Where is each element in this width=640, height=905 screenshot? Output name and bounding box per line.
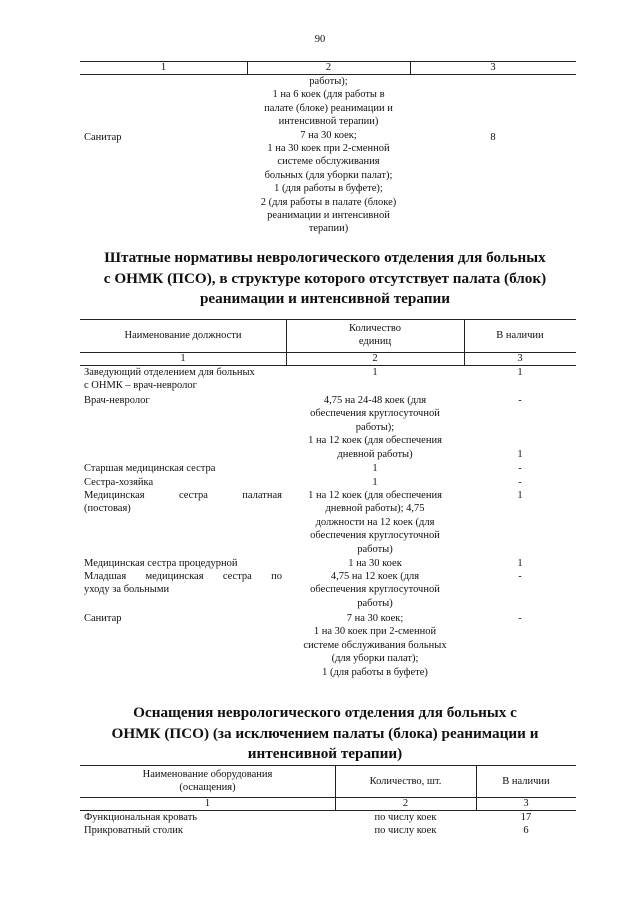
column-number: 2 [402,798,409,809]
norm-line: 1 (для работы в буфете); [274,183,383,195]
norm-line: работы); [309,76,348,87]
position-name: Врач-невролог [84,395,150,406]
norm-line: 1 на 6 коек (для работы в [272,89,385,101]
available-value: - [518,477,522,488]
available-value: - [518,571,522,582]
qty-line: 4,75 на 12 коек (для [330,571,420,582]
qty-line: 7 на 30 коек; [346,613,404,624]
header-quantity: Количество, шт. [369,776,442,787]
norm-line: 2 (для работы в палате (блоке) [260,196,397,208]
header-line: Количество [348,323,402,334]
available-value: - [518,395,522,406]
norm-line: 7 на 30 коек; [300,129,357,141]
position-name: Сестра-хозяйка [84,477,154,488]
column-number: 1 [204,798,211,809]
position-name: Старшая медицинская сестра [84,463,216,474]
norm-cell [247,75,410,236]
quantity-value: по числу коек [374,812,437,823]
column-number: 3 [517,353,523,364]
available-value: 17 [520,812,532,823]
norm-line: больных (для уборки палат); [264,169,393,181]
qty-line: дневной работы) [337,448,413,460]
column-number: 1 [160,62,167,73]
header-available: В наличии [496,330,544,341]
quantity-value [286,394,464,461]
qty-line: работы) [357,543,393,555]
header-quantity [286,322,464,349]
quantity-value [286,489,464,556]
title-line: реанимации и интенсивной терапии [199,290,451,307]
name-line: Медицинская сестра палатная [84,490,282,501]
qty-line: 1 (для работы в буфете) [322,666,428,678]
name-line: с ОНМК – врач-невролог [84,380,197,392]
column-number: 2 [372,353,378,364]
section-title-equipment [70,703,580,765]
table-rule [80,765,576,766]
norm-line: системе обслуживания [277,156,380,168]
position-name [84,489,282,516]
position-name: Медицинская сестра процедурной [84,558,238,569]
norm-line: 1 на 30 коек при 2-сменной [267,143,390,155]
qty-line: должности на 12 коек (для [315,516,435,528]
name-line: Младшая медицинская сестра по [84,571,282,582]
qty-line: 1 на 12 коек (для обеспечения [308,490,442,501]
header-position: Наименование должности [124,330,242,341]
equipment-name: Функциональная кровать [84,812,198,823]
available-value: 1 [517,490,523,501]
norm-line: терапии) [308,223,349,235]
title-line: интенсивной терапии) [247,745,403,762]
qty-line: дневной работы); 4,75 [325,503,425,515]
available-value: 8 [490,132,496,143]
norm-line: интенсивной терапии) [278,116,379,128]
column-number: 3 [523,798,529,809]
name-line: уходу за больными [84,584,170,596]
header-line: единиц [358,336,392,348]
qty-line: 1 на 12 коек (для обеспечения [308,435,442,447]
table-rule [80,319,576,320]
available-value: 1 [517,449,523,460]
name-line: Заведующий отделением для больных [84,367,255,378]
header-line: Наименование оборудования [142,769,273,780]
qty-line: работы) [357,597,393,609]
available-value: - [518,613,522,624]
qty-line: 4,75 на 24-48 коек (для [323,395,427,406]
column-number: 1 [180,353,186,364]
qty-line: системе обслуживания больных [303,639,447,651]
quantity-value: по числу коек [374,825,437,836]
header-equipment [80,768,335,795]
header-available: В наличии [502,776,550,787]
quantity-value [286,570,464,610]
page-number: 90 [314,34,326,45]
qty-line: обеспечения круглосуточной [310,408,440,420]
title-line: с ОНМК (ПСО), в структуре которого отсутствует палата (блок) [103,269,547,287]
qty-line: работы); [355,421,395,433]
equipment-name: Прикроватный столик [84,825,183,836]
title-line: Штатные нормативы неврологического отделения для больных [104,249,546,266]
position-name: Санитар [84,132,122,143]
qty-line: обеспечения круглосуточной [310,584,440,596]
qty-line: (для уборки палат); [331,653,419,665]
title-line: ОНМК (ПСО) (за исключением палаты (блока) реанимации и [111,724,539,742]
header-line: (оснащения) [179,782,236,794]
quantity-value: 1 [372,367,378,378]
column-number: 2 [325,62,332,73]
quantity-value [286,612,464,679]
name-line: (постовая) [84,503,131,515]
available-value: 6 [523,825,529,836]
qty-line: 1 на 30 коек при 2-сменной [313,626,437,638]
available-value: 1 [517,367,523,378]
position-name [84,366,284,393]
position-name [84,570,282,597]
title-line: Оснащения неврологического отделения для больных с [133,704,517,721]
position-name: Санитар [84,613,122,624]
section-title-staffing [70,248,580,310]
available-value: - [518,463,522,474]
norm-line: реанимации и интенсивной [267,210,390,222]
quantity-value: 1 на 30 коек [348,558,402,569]
quantity-value: 1 [372,477,378,488]
norm-line: палате (блоке) реанимации и [264,102,393,114]
qty-line: обеспечения круглосуточной [310,530,440,542]
available-value: 1 [517,558,523,569]
column-number: 3 [490,62,496,73]
quantity-value: 1 [372,463,378,474]
